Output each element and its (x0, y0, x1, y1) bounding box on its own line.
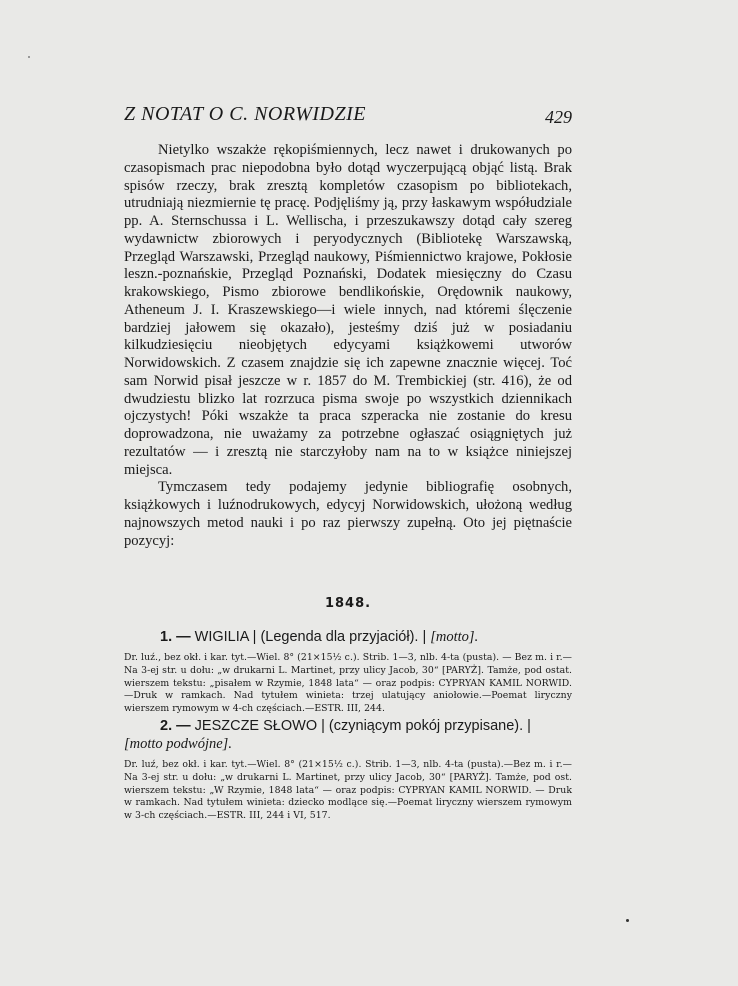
bibliography-entry (124, 628, 572, 716)
entry-title-text: WIGILIA | (Legenda dla przyjaciół). | (190, 629, 431, 645)
body-text (124, 142, 572, 550)
entry-number: 2. — (160, 718, 191, 734)
paragraph: Tymczasem tedy podajemy jedynie bibliografię osobnych, książkowych i luźnodrukowych, edycyj Norwidowskich, ułożoną według najnowszych metod nauki i po raz pierwszy zupełną. Oto jej piętnaście pozycyj: (124, 479, 572, 549)
entry-description: Dr. luź., bez okł. i kar. tyt.—Wiel. 8° (21×15½ c.). Strib. 1—3, nlb. 4-ta (pusta). — Bez m. i r.—Na 3-ej str. u dołu: „w drukarni L. Martinet, przy ulicy Jacob, 30“ [PARYŻ]. Tamże, pod ostat. wierszem tekstu: „pisałem w Rzymie, 1848 lata“ — oraz podpis: CYPRYAN KAMIL NORWID.—Druk w ramkach. Nad tytułem winieta: trzej ulatujący aniołowie.—Poemat liryczny wierszem rymowym w 4-ch częściach.—ESTR. III, 244. (124, 652, 572, 715)
entry-description: Dr. luź, bez okł. i kar. tyt.—Wiel. 8° (21×15½ c.). Strib. 1—3, nlb. 4-ta (pusta).—Bez m. i r.—Na 3-ej str. u dołu: „w drukarni L. Martinet, przy ulicy Jacob, 30“ [PARYŻ]. Tamże, pod ost. wierszem tekstu: „W Rzymie, 1848 lata“ — oraz podpis: CYPRYAN KAMIL NORWID. — Druk w ramkach. Nad tytułem winieta: dziecko modlące się.—Poemat liryczny wierszem rymowym w 3-ch częściach.—ESTR. III, 244 i VI, 517. (124, 759, 572, 822)
entry-number: 1. — (160, 629, 191, 645)
entry-title (124, 717, 572, 753)
paragraph: Nietylko wszakże rękopiśmiennych, lecz nawet i drukowanych po czasopismach prac niepodobna było dotąd wyczerpującą objąć listą. Brak spisów rzeczy, brak zresztą kompletów czasopism po bibliotekach, utrudniają niezmiernie tę pracę. Podjęliśmy ją, przy łaskawym współudziale pp. A. Sternschussa i L. Wellischa, i przeszukawszy dotąd cały szereg wydawnictw zbiorowych i peryodycznych (Bibliotekę Warszawską, Przegląd Warszawski, Przegląd naukowy, Piśmiennictwo krajowe, Pokłosie leszn.-poznańskie, Przegląd Poznański, Dodatek miesięczny do Czasu krakowskiego, Pismo zbiorowe bendlikońskie, Orędownik naukowy, Atheneum J. I. Kraszewskiego—i wiele innych, nad któremi ślęczenie bardziej jałowem się okazało), jesteśmy dziś już w posiadaniu kilkudziesięciu nieobjętych edycyami książkowemi utworów Norwidowskich. Z czasem znajdzie się ich zapewne znacznie więcej. Toć sam Norwid pisał jeszcze w r. 1857 do M. Trembickiej (str. 416), że od dwudziestu blizko lat rozrzuca pisma swoje po wszystkich dziennikach ojczystych! Póki wszakże ta praca szperacka nie zostanie do kresu doprowadzona, nie uważamy za potrzebne ogłaszać osiągniętych już rezultatów — i zresztą nie starczyłoby nam na to w książce niniejszej miejsca. (124, 142, 572, 478)
entry-title-italic: [motto]. (430, 629, 479, 645)
entry-title (124, 628, 572, 646)
entry-title-italic: [motto podwójne]. (124, 736, 232, 752)
paper-speck (626, 919, 629, 922)
entry-title-text: JESZCZE SŁOWO | (czyniącym pokój przypisane). | (190, 718, 531, 734)
paper-speck (28, 56, 30, 58)
running-title: Z NOTAT O C. NORWIDZIE (124, 103, 366, 125)
page-number: 429 (545, 107, 572, 127)
bibliography-entry (124, 717, 572, 823)
running-head (124, 103, 572, 133)
section-year: 1848. (324, 596, 372, 611)
